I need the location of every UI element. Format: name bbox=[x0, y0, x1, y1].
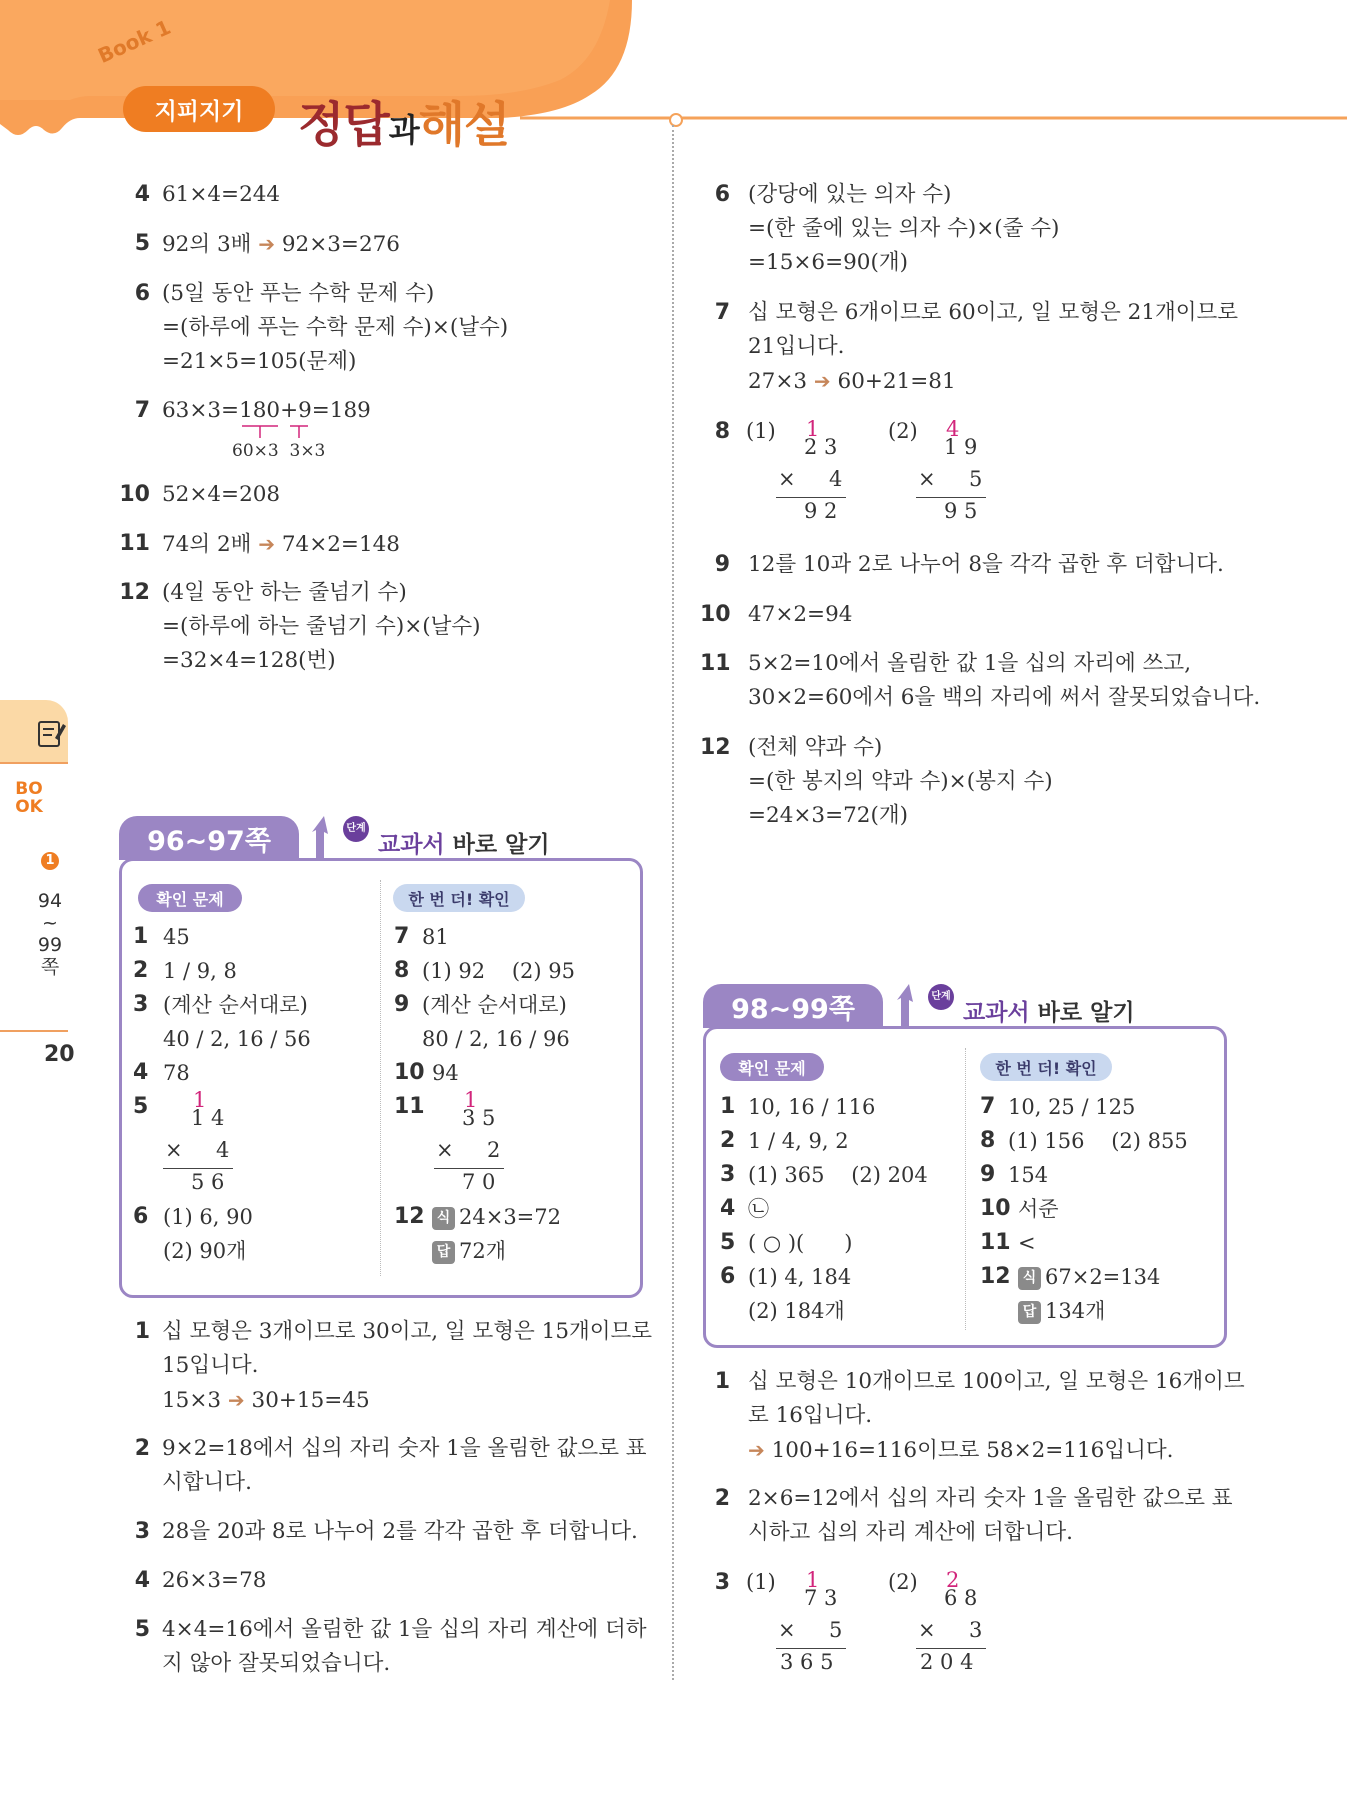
product: 9 5 bbox=[944, 499, 978, 523]
item-line: 26×3=78 bbox=[162, 1568, 267, 1593]
item-number: 3 bbox=[720, 1162, 736, 1187]
item-text: (1) 4, 184 bbox=[748, 1265, 852, 1289]
box2-right-list bbox=[980, 1090, 1220, 1328]
side-pages-from: 94 bbox=[37, 890, 63, 912]
item-number: 7 bbox=[394, 924, 410, 949]
item-text: 60+21=81 bbox=[837, 369, 956, 394]
part-label: (1) bbox=[746, 419, 776, 443]
vertical-multiplication bbox=[133, 1090, 373, 1192]
list-item bbox=[394, 920, 634, 954]
product: 2 0 4 bbox=[920, 1650, 974, 1674]
list-item bbox=[720, 1090, 960, 1124]
box2-title bbox=[963, 994, 1135, 1027]
box1-title-a: 교과서 bbox=[378, 832, 445, 858]
step-arrow-icon bbox=[897, 984, 923, 1026]
item-text: 81 bbox=[422, 925, 449, 949]
box1-divider bbox=[380, 880, 381, 1276]
chip-one-more-check: 한 번 더! 확인 bbox=[393, 884, 525, 912]
item-number: 11 bbox=[700, 651, 731, 676]
column-divider bbox=[672, 125, 674, 1680]
item-line: (강당에 있는 의자 수) bbox=[748, 182, 952, 207]
part-label: (2) bbox=[888, 1570, 918, 1594]
formula-text: 24×3=72 bbox=[459, 1205, 561, 1229]
list-item bbox=[980, 1294, 1220, 1328]
product: 7 0 bbox=[462, 1170, 496, 1194]
item-text: 94 bbox=[432, 1061, 459, 1085]
item-number: 4 bbox=[134, 182, 150, 207]
item-number: 2 bbox=[714, 1486, 730, 1511]
item-line: 12를 10과 2로 나누어 8을 각각 곱한 후 더합니다. bbox=[748, 552, 1224, 577]
list-item bbox=[720, 1260, 960, 1294]
dap-badge: 답 bbox=[1018, 1301, 1041, 1324]
list-item bbox=[133, 1056, 373, 1090]
dap-badge: 답 bbox=[432, 1241, 455, 1264]
item-line: 30×2=60에서 6을 백의 자리에 써서 잘못되었습니다. bbox=[748, 685, 1261, 710]
item-text: (2) 90개 bbox=[163, 1239, 247, 1263]
carry-digit: 1 bbox=[806, 417, 820, 441]
item-text: 74의 2배 bbox=[162, 532, 252, 557]
item-text: 1 / 9, 8 bbox=[163, 959, 237, 983]
book-tag: Book 1 bbox=[94, 14, 175, 68]
item-text: 10, 25 / 125 bbox=[1008, 1095, 1136, 1119]
list-item bbox=[720, 1226, 960, 1260]
list-item bbox=[720, 1294, 960, 1328]
list-item bbox=[133, 1200, 373, 1234]
item-line: 시합니다. bbox=[162, 1470, 252, 1495]
item-number: 2 bbox=[133, 958, 149, 983]
box2-left-list bbox=[720, 1090, 960, 1328]
box2-label: 98~99쪽 bbox=[703, 984, 883, 1028]
box1-title-b: 바로 알기 bbox=[444, 832, 550, 858]
item-number: 5 bbox=[134, 1617, 150, 1642]
item-number: 6 bbox=[714, 182, 730, 207]
item-text: (1) 6, 90 bbox=[163, 1205, 253, 1229]
multiplier: × 5 bbox=[778, 1618, 843, 1642]
box1-right-list bbox=[394, 920, 634, 1268]
part-label: (1) bbox=[746, 1570, 776, 1594]
item-text: (2) 184개 bbox=[748, 1299, 845, 1323]
list-item bbox=[394, 1022, 634, 1056]
answer-text: 72개 bbox=[459, 1239, 507, 1263]
item-number: 9 bbox=[980, 1162, 996, 1187]
item-number: 3 bbox=[133, 992, 149, 1017]
item-number: 1 bbox=[720, 1094, 736, 1119]
item-text: 78 bbox=[163, 1061, 190, 1085]
arrow-icon: ➔ bbox=[813, 369, 831, 393]
item-number: 8 bbox=[980, 1128, 996, 1153]
multiplier: × 4 bbox=[165, 1138, 230, 1162]
multiplier: × 4 bbox=[778, 467, 843, 491]
item-text: 서준 bbox=[1018, 1197, 1059, 1221]
item-line: =(하루에 푸는 수학 문제 수)×(날수) bbox=[162, 315, 509, 340]
item-text: (1) 365 (2) 204 bbox=[748, 1163, 928, 1187]
list-item bbox=[980, 1226, 1220, 1260]
list-item bbox=[133, 988, 373, 1022]
item-number: 2 bbox=[134, 1436, 150, 1461]
chip-check-problem: 확인 문제 bbox=[138, 884, 242, 912]
item-number: 11 bbox=[980, 1230, 1011, 1255]
list-item bbox=[394, 988, 634, 1022]
step-marker bbox=[312, 816, 338, 858]
item-number: 6 bbox=[720, 1264, 736, 1289]
formula-text: 67×2=134 bbox=[1045, 1265, 1161, 1289]
chip-check-problem: 확인 문제 bbox=[720, 1053, 824, 1081]
item-line: 5×2=10에서 올림한 값 1을 십의 자리에 쓰고, bbox=[748, 651, 1192, 676]
item-line: =(하루에 하는 줄넘기 수)×(날수) bbox=[162, 614, 481, 639]
item-number: 3 bbox=[134, 1519, 150, 1544]
item-line: 63×3=180+9=189 bbox=[162, 398, 371, 423]
item-number: 7 bbox=[714, 300, 730, 325]
item-text: 10, 16 / 116 bbox=[748, 1095, 876, 1119]
item-text: (계산 순서대로) bbox=[422, 993, 567, 1017]
chip-one-more-check: 한 번 더! 확인 bbox=[980, 1053, 1112, 1081]
box2-title-a: 교과서 bbox=[963, 1000, 1030, 1026]
box1-left-list bbox=[133, 920, 373, 1268]
item-line: =15×6=90(개) bbox=[748, 250, 908, 275]
item-line: 61×4=244 bbox=[162, 182, 281, 207]
item-number: 6 bbox=[134, 281, 150, 306]
arrow-icon: ➔ bbox=[258, 232, 276, 256]
carry-digit: 4 bbox=[946, 417, 960, 441]
item-line: =(한 줄에 있는 의자 수)×(줄 수) bbox=[748, 216, 1060, 241]
list-item bbox=[394, 954, 634, 988]
carry-digit: 2 bbox=[946, 1568, 960, 1592]
list-item bbox=[133, 954, 373, 988]
item-line: 52×4=208 bbox=[162, 482, 281, 507]
item-line: 시하고 십의 자리 계산에 더합니다. bbox=[748, 1520, 1073, 1545]
item-line: =21×5=105(문제) bbox=[162, 349, 357, 374]
box1-label: 96~97쪽 bbox=[119, 816, 299, 860]
item-line: 십 모형은 6개이므로 60이고, 일 모형은 21개이므로 bbox=[748, 300, 1239, 325]
item-number: 5 bbox=[720, 1230, 736, 1255]
multiplicand: 7 3 bbox=[804, 1586, 838, 1610]
item-text: ㉡ bbox=[748, 1197, 769, 1221]
item-text: 27×3 bbox=[748, 369, 808, 394]
item-number: 12 bbox=[980, 1264, 1011, 1289]
item-text: 45 bbox=[163, 925, 190, 949]
item-text: (1) 92 (2) 95 bbox=[422, 959, 575, 983]
item-number: 12 bbox=[394, 1204, 425, 1229]
item-number: 12 bbox=[700, 735, 731, 760]
step-badge: 단계 bbox=[928, 984, 954, 1010]
product: 9 2 bbox=[804, 499, 838, 523]
side-page-range bbox=[28, 890, 72, 978]
box1-title bbox=[378, 826, 550, 859]
item-line: =32×4=128(번) bbox=[162, 648, 336, 673]
item-number: 4 bbox=[133, 1060, 149, 1085]
item-line: 4×4=16에서 올림한 값 1을 십의 자리 계산에 더하 bbox=[162, 1617, 647, 1642]
item-text: (계산 순서대로) bbox=[163, 993, 308, 1017]
item-line: 지 않아 잘못되었습니다. bbox=[162, 1651, 391, 1676]
item-text: 92의 3배 bbox=[162, 232, 252, 257]
answer-item bbox=[700, 1566, 1030, 1681]
item-number: 11 bbox=[394, 1094, 425, 1119]
item-text: 1 / 4, 9, 2 bbox=[748, 1129, 849, 1153]
part-label: (2) bbox=[888, 419, 918, 443]
list-item bbox=[720, 1158, 960, 1192]
item-line: 십 모형은 3개이므로 30이고, 일 모형은 15개이므로 bbox=[162, 1319, 653, 1344]
answer-item bbox=[700, 415, 1030, 530]
step-badge: 단계 bbox=[343, 816, 369, 842]
list-item bbox=[980, 1260, 1220, 1294]
item-number: 9 bbox=[714, 552, 730, 577]
item-text: (1) 156 (2) 855 bbox=[1008, 1129, 1188, 1153]
step-arrow-icon bbox=[312, 816, 338, 858]
carry-digit: 1 bbox=[806, 1568, 820, 1592]
list-item bbox=[394, 1200, 634, 1234]
page-title bbox=[298, 86, 509, 155]
list-item bbox=[720, 1124, 960, 1158]
item-number: 6 bbox=[133, 1204, 149, 1229]
item-number: 1 bbox=[714, 1369, 730, 1394]
arrow-icon: ➔ bbox=[258, 532, 276, 556]
item-text: ( ○ )( ) bbox=[748, 1231, 853, 1255]
multiplicand: 2 3 bbox=[804, 435, 838, 459]
item-text: 15×3 bbox=[162, 1388, 222, 1413]
multiplier: × 2 bbox=[436, 1138, 501, 1162]
item-line: 9×2=18에서 십의 자리 숫자 1을 올림한 값으로 표 bbox=[162, 1436, 647, 1461]
item-number: 11 bbox=[119, 531, 150, 556]
item-number: 5 bbox=[133, 1094, 149, 1119]
sik-badge: 식 bbox=[432, 1207, 455, 1230]
item-number: 7 bbox=[980, 1094, 996, 1119]
item-number: 9 bbox=[394, 992, 410, 1017]
item-number: 1 bbox=[134, 1319, 150, 1344]
arrow-icon: ➔ bbox=[227, 1388, 245, 1412]
list-item bbox=[133, 920, 373, 954]
list-item bbox=[133, 1022, 373, 1056]
sik-badge: 식 bbox=[1018, 1267, 1041, 1290]
title-part-a: 정답 bbox=[298, 97, 389, 153]
item-line: 15입니다. bbox=[162, 1353, 259, 1378]
item-line: 28을 20과 8로 나누어 2를 각각 곱한 후 더합니다. bbox=[162, 1519, 638, 1544]
page-number: 20 bbox=[44, 1042, 75, 1067]
item-number: 10 bbox=[980, 1196, 1011, 1221]
product: 3 6 5 bbox=[780, 1650, 834, 1674]
list-item bbox=[980, 1158, 1220, 1192]
multiplicand: 1 9 bbox=[944, 435, 978, 459]
answer-text: 134개 bbox=[1045, 1299, 1106, 1323]
list-item bbox=[394, 1056, 634, 1090]
side-pages-to: 99 bbox=[37, 934, 63, 956]
box2-divider bbox=[965, 1048, 966, 1330]
side-pages-unit: 쪽 bbox=[40, 956, 60, 978]
item-text: 92×3=276 bbox=[281, 232, 400, 257]
item-number: 10 bbox=[394, 1060, 425, 1085]
multiplicand: 6 8 bbox=[944, 1586, 978, 1610]
item-number: 8 bbox=[714, 419, 730, 444]
item-number: 3 bbox=[714, 1570, 730, 1595]
notebook-icon bbox=[36, 718, 68, 750]
item-number: 7 bbox=[134, 398, 150, 423]
item-line: 2×6=12에서 십의 자리 숫자 1을 올림한 값으로 표 bbox=[748, 1486, 1233, 1511]
list-item bbox=[980, 1090, 1220, 1124]
item-line: (전체 약과 수) bbox=[748, 735, 883, 760]
item-subline: 60×3 3×3 bbox=[232, 441, 326, 461]
list-item bbox=[720, 1192, 960, 1226]
title-part-b: 과 bbox=[388, 111, 419, 149]
item-line: =24×3=72(개) bbox=[748, 803, 908, 828]
item-number: 5 bbox=[134, 231, 150, 256]
item-text: 100+16=116이므로 58×2=116입니다. bbox=[771, 1438, 1174, 1463]
item-line: 21입니다. bbox=[748, 334, 845, 359]
item-line: (4일 동안 하는 줄넘기 수) bbox=[162, 580, 407, 605]
vertical-multiplication bbox=[394, 1090, 634, 1192]
list-item bbox=[133, 1234, 373, 1268]
series-label: 지피지기 bbox=[123, 86, 275, 132]
list-item bbox=[980, 1192, 1220, 1226]
item-number: 4 bbox=[720, 1196, 736, 1221]
side-divider-bottom bbox=[0, 1030, 68, 1032]
side-book-number: 1 bbox=[41, 852, 59, 870]
item-text: 74×2=148 bbox=[281, 532, 400, 557]
title-part-c: 해설 bbox=[418, 97, 510, 153]
multiplicand: 3 5 bbox=[462, 1106, 496, 1130]
arrow-icon: ➔ bbox=[748, 1438, 765, 1462]
item-number: 10 bbox=[119, 482, 150, 507]
item-number: 8 bbox=[394, 958, 410, 983]
item-line: 47×2=94 bbox=[748, 602, 853, 627]
multiplier: × 3 bbox=[918, 1618, 983, 1642]
multiplier: × 5 bbox=[918, 467, 983, 491]
step-marker bbox=[897, 984, 923, 1026]
item-line: =(한 봉지의 약과 수)×(봉지 수) bbox=[748, 769, 1053, 794]
item-text: 80 / 2, 16 / 96 bbox=[422, 1027, 570, 1051]
item-text: < bbox=[1018, 1231, 1036, 1255]
item-number: 4 bbox=[134, 1568, 150, 1593]
item-number: 1 bbox=[133, 924, 149, 949]
item-text: 30+15=45 bbox=[251, 1388, 370, 1413]
side-pages-sep: ~ bbox=[42, 912, 58, 934]
item-line: (5일 동안 푸는 수학 문제 수) bbox=[162, 281, 435, 306]
side-divider-top bbox=[0, 762, 68, 764]
multiplicand: 1 4 bbox=[191, 1106, 225, 1130]
list-item bbox=[394, 1234, 634, 1268]
carry-digit: 1 bbox=[464, 1088, 478, 1112]
item-text: 40 / 2, 16 / 56 bbox=[163, 1027, 311, 1051]
list-item bbox=[980, 1124, 1220, 1158]
item-number: 10 bbox=[700, 602, 731, 627]
item-number: 2 bbox=[720, 1128, 736, 1153]
box2-title-b: 바로 알기 bbox=[1029, 1000, 1135, 1026]
item-line: 로 16입니다. bbox=[748, 1403, 873, 1428]
item-number: 12 bbox=[119, 580, 150, 605]
item-text: 154 bbox=[1008, 1163, 1049, 1187]
side-book-label: BOOK bbox=[15, 779, 43, 817]
carry-digit: 1 bbox=[193, 1088, 207, 1112]
item-line: 십 모형은 10개이므로 100이고, 일 모형은 16개이므 bbox=[748, 1369, 1245, 1394]
product: 5 6 bbox=[191, 1170, 225, 1194]
